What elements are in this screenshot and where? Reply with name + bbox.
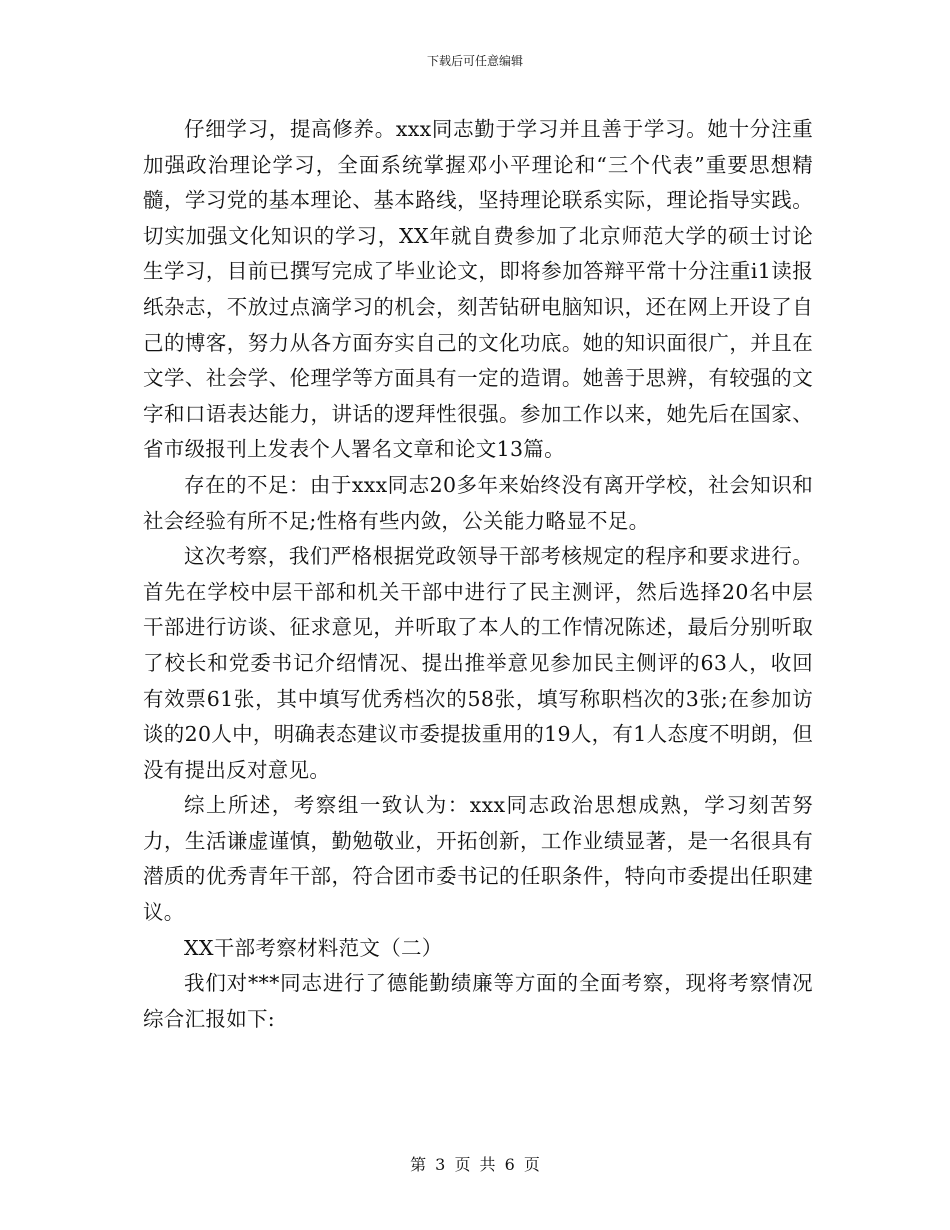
paragraph-intro-second: 我们对***同志进行了德能勤绩廉等方面的全面考察，现将考察情况综合汇报如下:	[143, 971, 813, 1031]
page-header: 下载后可任意编辑	[426, 54, 523, 68]
paragraph-shortcomings: 存在的不足：由于xxx同志20多年来始终没有离开学校，社会知识和社会经验有所不足;性格有些内敛，公关能力略显不足。	[143, 472, 813, 533]
document-body	[143, 112, 813, 1037]
paragraph-study: 仔细学习，提高修养。xxx同志勤于学习并且善于学习。她十分注重加强政治理论学习，全面系统掌握邓小平理论和“三个代表”重要思想精髓，学习党的基本理论、基本路线，坚持理论联系实际，理论指导实践。切实加强文化知识的学习，XX年就自费参加了北京师范大学的硕士讨论生学习，目前已撰写完成了毕业论文，即将参加答辩平常十分注重i1读报纸杂志，不放过点滴学习的机会，刻苦钻研电脑知识，还在网上开设了自己的博客，努力从各方面夯实自己的文化功底。她的知识面很广，并且在文学、社会学、伦理学等方面具有一定的造谓。她善于思辨，有较强的文字和口语表达能力，讲话的逻拜性很强。参加工作以来，她先后在国家、省市级报刊上发表个人署名文章和论文13篇。	[143, 117, 813, 462]
section-title: XX干部考察材料范文（二）	[184, 935, 443, 960]
paragraph-inspection-process: 这次考察，我们严格根据党政领导干部考核规定的程序和要求进行。首先在学校中层干部和机关干部中进行了民主测评，然后选择20名中层干部进行访谈、征求意见，并听取了本人的工作情况陈述，最后分别听取了校长和党委书记介绍情况、提出推举意见参加民主侧评的63人，收回有效票61张，其中填写优秀档次的58张，填写称职档次的3张;在参加访谈的20人中，明确表态建议市委提拔重用的19人，有1人态度不明朗，但没有提出反对意见。	[143, 544, 813, 782]
page-number-footer: 第 3 页 共 6 页	[410, 1155, 540, 1174]
paragraph-conclusion: 综上所述，考察组一致认为：xxx同志政治思想成熟，学习刻苦努力，生活谦虚谨慎，勤勉敬业，开拓创新，工作业绩显著，是一名很具有潜质的优秀青年干部，符合团市委书记的任职条件，特向市委提出任职建议。	[143, 793, 813, 925]
